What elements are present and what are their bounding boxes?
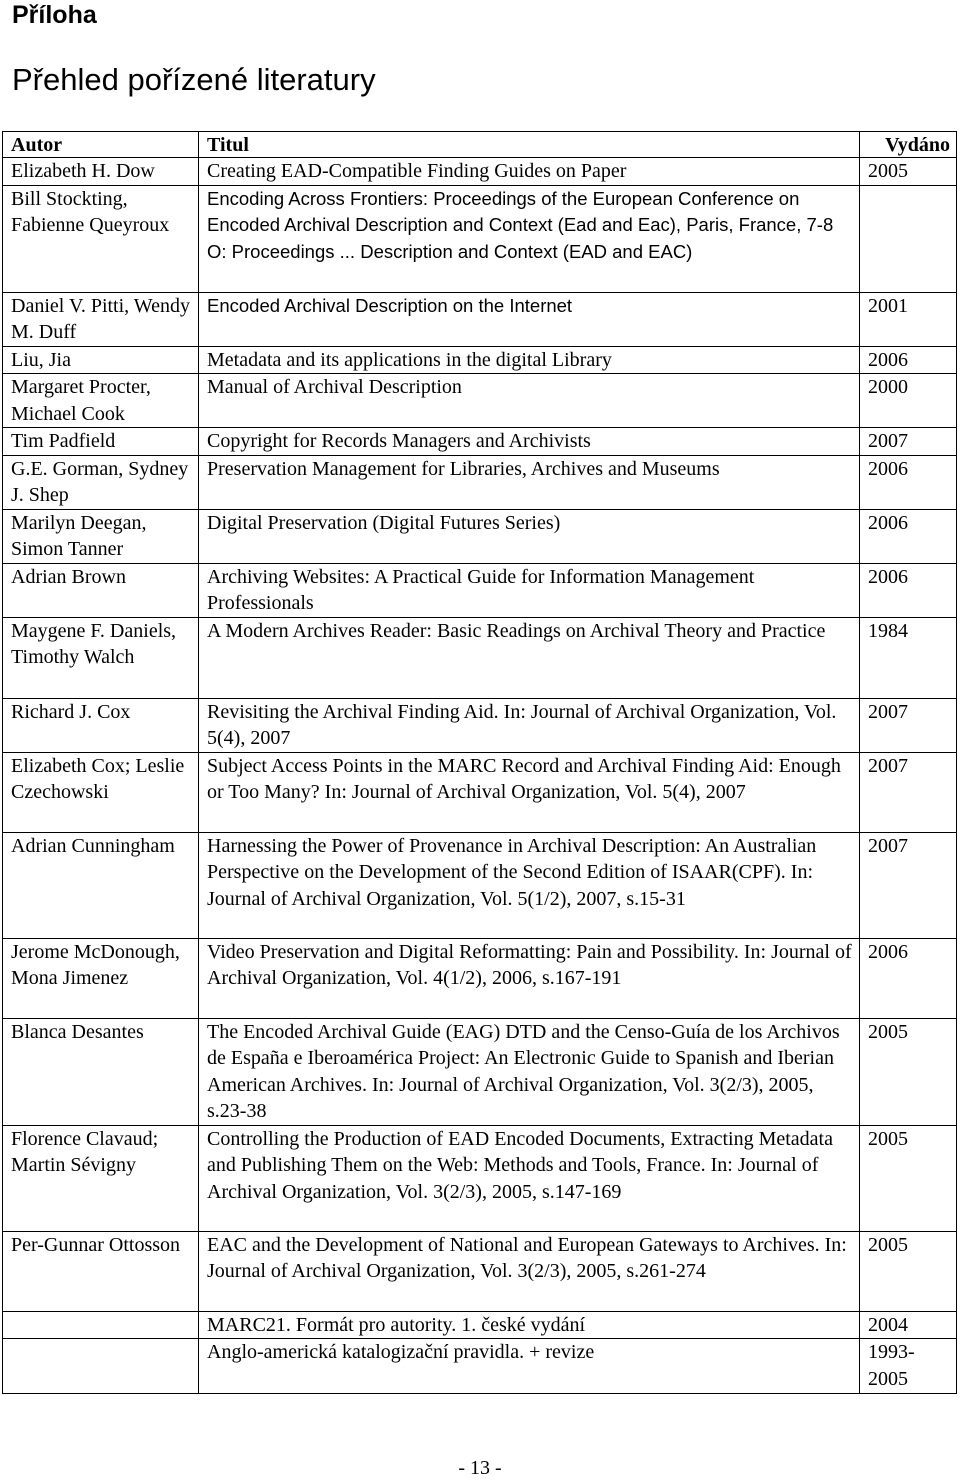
table-header-row: [3, 132, 957, 158]
year-cell: 2006: [860, 563, 957, 617]
author-cell: [3, 1311, 199, 1339]
author-cell: G.E. Gorman, Sydney J. Shep: [3, 455, 199, 509]
table-row: [3, 346, 957, 374]
title-cell: Encoded Archival Description on the Internet: [199, 292, 860, 346]
author-cell: Bill Stockting, Fabienne Queyroux: [3, 185, 199, 292]
year-cell: 1993-2005: [860, 1339, 957, 1394]
title-cell: Video Preservation and Digital Reformatting: Pain and Possibility. In: Journal of Archival Organization, Vol. 4(1/2), 2006, s.167-191: [199, 938, 860, 1018]
year-cell: 2004: [860, 1311, 957, 1339]
author-cell: Elizabeth H. Dow: [3, 158, 199, 186]
table-body: [3, 158, 957, 1394]
title-cell: EAC and the Development of National and European Gateways to Archives. In: Journal of Archival Organization, Vol. 3(2/3), 2005, s.261-274: [199, 1231, 860, 1311]
year-cell: 2000: [860, 374, 957, 428]
table-row: [3, 455, 957, 509]
author-cell: Elizabeth Cox; Leslie Czechowski: [3, 752, 199, 832]
title-cell: Revisiting the Archival Finding Aid. In: Journal of Archival Organization, Vol. 5(4), 2007: [199, 698, 860, 752]
year-cell: 2005: [860, 158, 957, 186]
year-cell: 2007: [860, 832, 957, 938]
title-cell: A Modern Archives Reader: Basic Readings on Archival Theory and Practice: [199, 617, 860, 698]
table-row: [3, 158, 957, 186]
table-row: [3, 1018, 957, 1125]
author-cell: Margaret Procter, Michael Cook: [3, 374, 199, 428]
year-cell: 2007: [860, 428, 957, 456]
year-cell: [860, 185, 957, 292]
author-cell: Adrian Cunningham: [3, 832, 199, 938]
author-cell: [3, 1339, 199, 1394]
year-cell: 2007: [860, 752, 957, 832]
title-cell: MARC21. Formát pro autority. 1. české vydání: [199, 1311, 860, 1339]
title-cell: Preservation Management for Libraries, Archives and Museums: [199, 455, 860, 509]
title-cell: Anglo-americká katalogizační pravidla. + revize: [199, 1339, 860, 1394]
table-row: [3, 428, 957, 456]
header-title: Titul: [199, 132, 860, 158]
table-row: [3, 752, 957, 832]
title-cell: Copyright for Records Managers and Archivists: [199, 428, 860, 456]
author-cell: Per-Gunnar Ottosson: [3, 1231, 199, 1311]
title-cell: Archiving Websites: A Practical Guide for Information Management Professionals: [199, 563, 860, 617]
year-cell: 2005: [860, 1018, 957, 1125]
year-cell: 2007: [860, 698, 957, 752]
table-row: [3, 938, 957, 1018]
table-row: [3, 1125, 957, 1231]
author-cell: Daniel V. Pitti, Wendy M. Duff: [3, 292, 199, 346]
title-cell: Controlling the Production of EAD Encoded Documents, Extracting Metadata and Publishing Them on the Web: Methods and Tools, France. In: Journal of Archival Organization, Vol. 3(2/3), 2005, s.147-169: [199, 1125, 860, 1231]
table-row: [3, 292, 957, 346]
title-cell: Digital Preservation (Digital Futures Series): [199, 509, 860, 563]
year-cell: 2006: [860, 938, 957, 1018]
title-cell: Creating EAD-Compatible Finding Guides on Paper: [199, 158, 860, 186]
title-cell: Encoding Across Frontiers: Proceedings of the European Conference on Encoded Archival Description and Context (Ead and Eac), Paris, France, 7-8 O: Proceedings ... Description and Context (EAD and EAC): [199, 185, 860, 292]
year-cell: 1984: [860, 617, 957, 698]
table-row: [3, 698, 957, 752]
page-number: - 13 -: [458, 1457, 502, 1479]
year-cell: 2006: [860, 455, 957, 509]
author-cell: Richard J. Cox: [3, 698, 199, 752]
appendix-heading: Příloha: [12, 1, 97, 29]
header-author: Autor: [3, 132, 199, 158]
title-cell: Manual of Archival Description: [199, 374, 860, 428]
table-row: [3, 374, 957, 428]
author-cell: Florence Clavaud; Martin Sévigny: [3, 1125, 199, 1231]
year-cell: 2006: [860, 346, 957, 374]
year-cell: 2006: [860, 509, 957, 563]
table-row: [3, 509, 957, 563]
table-row: [3, 617, 957, 698]
author-cell: Tim Padfield: [3, 428, 199, 456]
author-cell: Maygene F. Daniels, Timothy Walch: [3, 617, 199, 698]
author-cell: Jerome McDonough, Mona Jimenez: [3, 938, 199, 1018]
header-year: Vydáno: [860, 132, 957, 158]
title-cell: Metadata and its applications in the digital Library: [199, 346, 860, 374]
author-cell: Liu, Jia: [3, 346, 199, 374]
author-cell: Adrian Brown: [3, 563, 199, 617]
year-cell: 2005: [860, 1125, 957, 1231]
author-cell: Marilyn Deegan, Simon Tanner: [3, 509, 199, 563]
literature-table: [2, 131, 957, 1394]
table-row: [3, 1231, 957, 1311]
table-row: [3, 185, 957, 292]
title-cell: Harnessing the Power of Provenance in Archival Description: An Australian Perspective on the Development of the Second Edition of ISAAR(CPF). In: Journal of Archival Organization, Vol. 5(1/2), 2007, s.15-31: [199, 832, 860, 938]
table-row: [3, 1311, 957, 1339]
title-cell: The Encoded Archival Guide (EAG) DTD and the Censo-Guía de los Archivos de España e Iberoamérica Project: An Electronic Guide to Spanish and Iberian American Archives. In: Journal of Archival Organization, Vol. 3(2/3), 2005, s.23-38: [199, 1018, 860, 1125]
year-cell: 2001: [860, 292, 957, 346]
title-cell: Subject Access Points in the MARC Record and Archival Finding Aid: Enough or Too Many? In: Journal of Archival Organization, Vol. 5(4), 2007: [199, 752, 860, 832]
table-row: [3, 563, 957, 617]
literature-overview-heading: Přehled pořízené literatury: [12, 62, 376, 97]
table-row: [3, 1339, 957, 1394]
author-cell: Blanca Desantes: [3, 1018, 199, 1125]
year-cell: 2005: [860, 1231, 957, 1311]
table-row: [3, 832, 957, 938]
